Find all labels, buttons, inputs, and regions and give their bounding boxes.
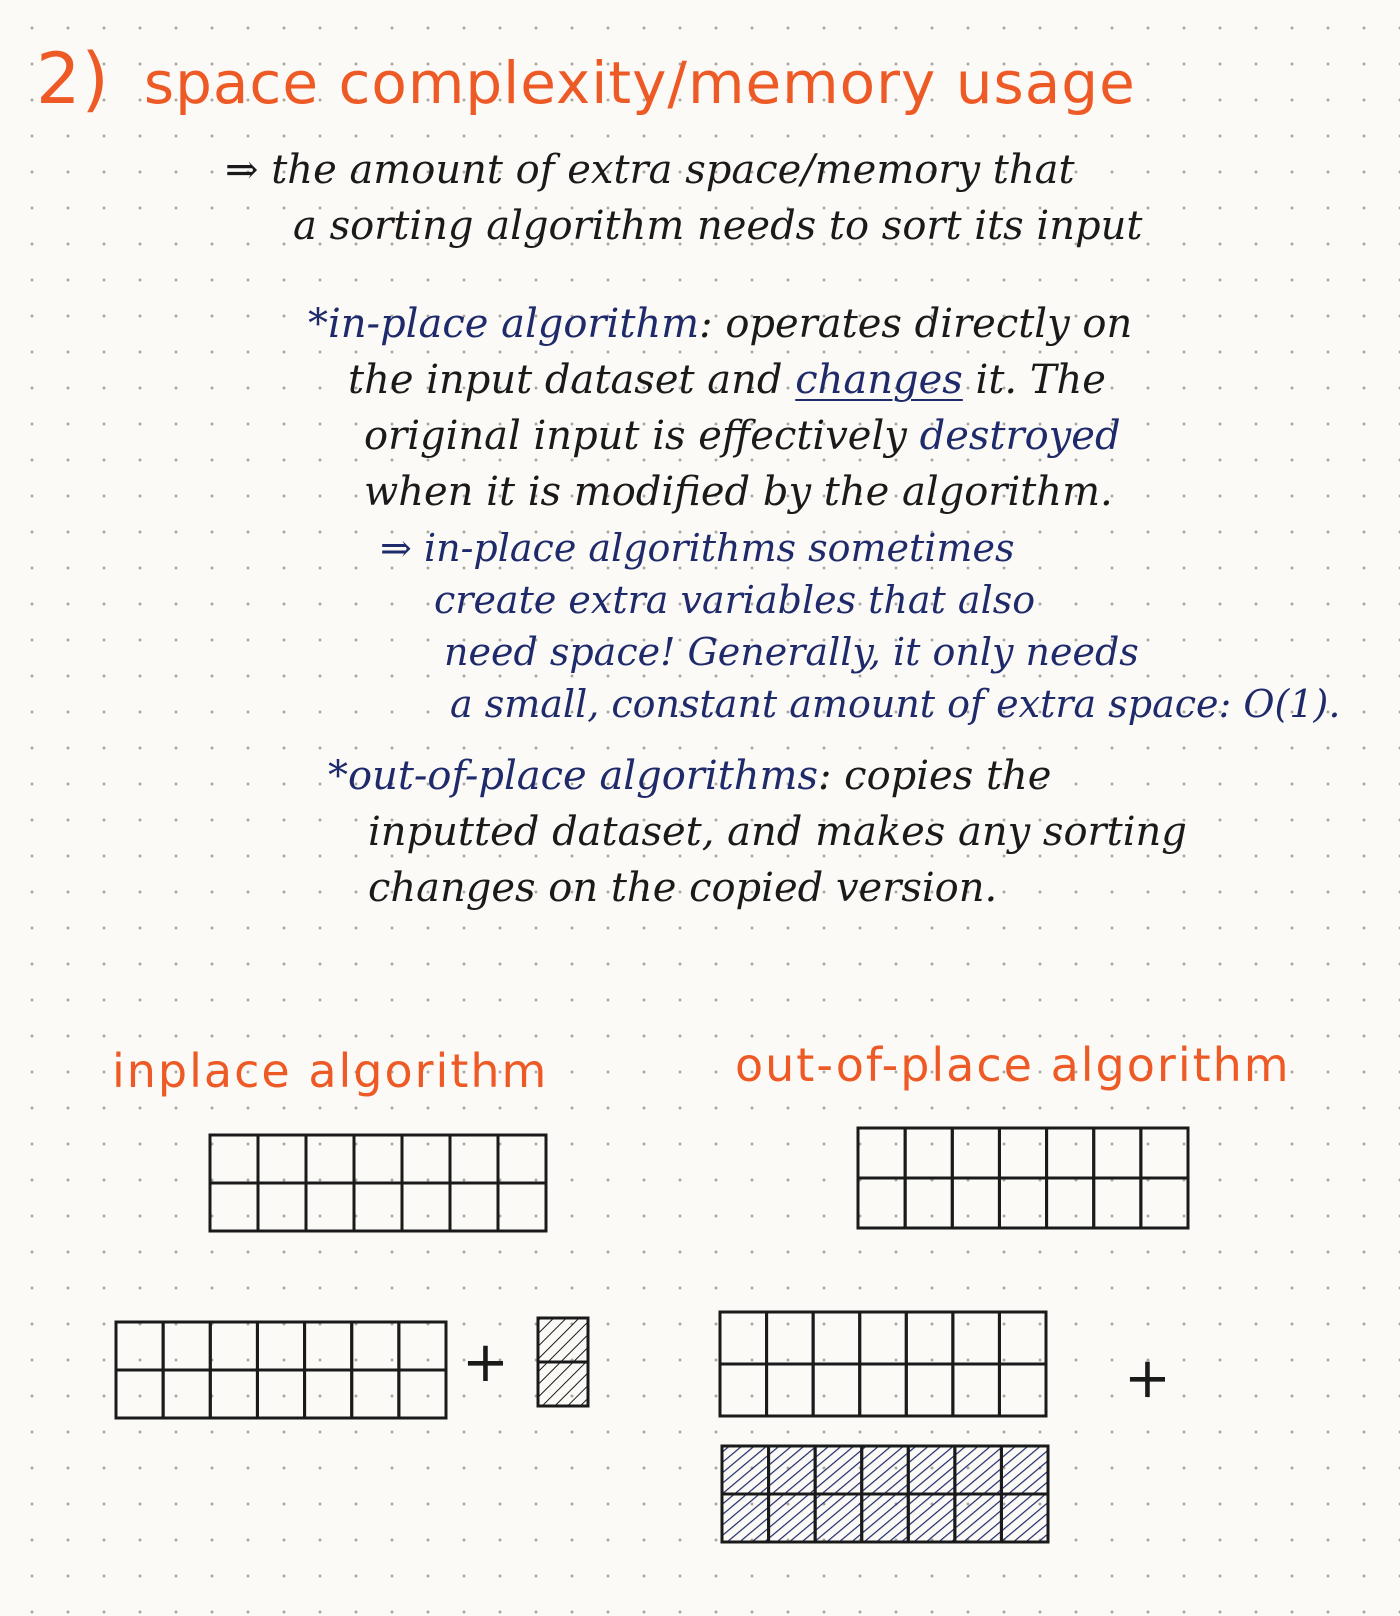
array-cell: [722, 1446, 769, 1494]
subnote-line-2: create extra variables that also: [434, 578, 1036, 622]
array-cell: [905, 1178, 952, 1228]
array-cell: [767, 1364, 814, 1416]
array-cell: [953, 1312, 1000, 1364]
array-cell: [450, 1183, 498, 1231]
array-cell: [1094, 1128, 1141, 1178]
array-cell: [999, 1312, 1046, 1364]
array-cell: [815, 1446, 862, 1494]
array-cell: [906, 1364, 953, 1416]
array-cell: [402, 1135, 450, 1183]
array-cell: [498, 1135, 546, 1183]
out-of-place-line-3: changes on the copied version.: [368, 865, 998, 911]
array-cell: [769, 1494, 816, 1542]
array-cell: [1001, 1494, 1048, 1542]
array-cell: [908, 1494, 955, 1542]
array-cell: [999, 1178, 1046, 1228]
out-of-place-term: out-of-place algorithms: [348, 753, 818, 799]
array-cell: [538, 1362, 588, 1406]
array-cell: [450, 1135, 498, 1183]
destroyed-emphasis: destroyed: [919, 413, 1121, 459]
array-cell: [862, 1494, 909, 1542]
bullet-star-icon: *: [328, 753, 348, 799]
array-cell: [354, 1135, 402, 1183]
outplace-array-bottom: [720, 1312, 1046, 1416]
array-cell: [305, 1370, 352, 1418]
array-cell: [815, 1494, 862, 1542]
subnote-line-3: need space! Generally, it only needs: [444, 630, 1139, 674]
array-cell: [210, 1322, 257, 1370]
outplace-label: out-of-place algorithm: [735, 1038, 1291, 1092]
array-cell: [999, 1364, 1046, 1416]
array-cell: [258, 1135, 306, 1183]
array-cell: [352, 1322, 399, 1370]
array-cell: [860, 1312, 907, 1364]
array-cell: [116, 1370, 163, 1418]
array-cell: [953, 1364, 1000, 1416]
in-place-term: in-place algorithm: [328, 301, 700, 347]
array-cell: [952, 1178, 999, 1228]
inplace-label: inplace algorithm: [112, 1044, 549, 1098]
array-cell: [720, 1312, 767, 1364]
section-number: 2): [36, 38, 110, 120]
section-title: space complexity/memory usage: [143, 49, 1136, 117]
in-place-line-1: *in-place algorithm: operates directly on: [308, 301, 1133, 347]
array-cell: [952, 1128, 999, 1178]
in-place-line-4: when it is modified by the algorithm.: [364, 469, 1113, 515]
array-cell: [210, 1135, 258, 1183]
subnote-line-4: a small, constant amount of extra space: O(1).: [450, 682, 1341, 726]
array-cell: [769, 1446, 816, 1494]
array-cell: [858, 1128, 905, 1178]
array-cell: [1141, 1128, 1188, 1178]
array-cell: [1001, 1446, 1048, 1494]
array-cell: [720, 1364, 767, 1416]
array-cell: [906, 1312, 953, 1364]
array-cell: [163, 1322, 210, 1370]
array-cell: [163, 1370, 210, 1418]
array-cell: [860, 1364, 907, 1416]
array-cell: [862, 1446, 909, 1494]
array-cell: [210, 1183, 258, 1231]
arrow-icon: ⇒: [225, 147, 259, 193]
array-cell: [258, 1183, 306, 1231]
array-cell: [257, 1370, 304, 1418]
array-cell: [399, 1370, 446, 1418]
out-of-place-line-1: *out-of-place algorithms: copies the: [328, 753, 1052, 799]
array-cell: [1047, 1178, 1094, 1228]
array-cell: [305, 1322, 352, 1370]
arrow-icon: ⇒: [380, 526, 412, 570]
array-cell: [257, 1322, 304, 1370]
array-cell: [538, 1318, 588, 1362]
array-cell: [354, 1183, 402, 1231]
array-cell: [908, 1446, 955, 1494]
array-cell: [210, 1370, 257, 1418]
inplace-array-bottom: [116, 1322, 446, 1418]
array-cell: [858, 1178, 905, 1228]
out-of-place-line-2: inputted dataset, and makes any sorting: [368, 809, 1187, 855]
array-cell: [722, 1494, 769, 1542]
array-cell: [399, 1322, 446, 1370]
array-cell: [955, 1494, 1002, 1542]
array-cell: [1094, 1178, 1141, 1228]
array-cell: [955, 1446, 1002, 1494]
definition-line-2: a sorting algorithm needs to sort its input: [293, 203, 1143, 249]
array-cell: [1047, 1128, 1094, 1178]
array-cell: [905, 1128, 952, 1178]
array-cell: [116, 1322, 163, 1370]
array-cell: [306, 1183, 354, 1231]
inplace-plus-sign: +: [462, 1330, 509, 1395]
subnote-line-1: ⇒ in-place algorithms sometimes: [380, 526, 1015, 570]
array-cell: [813, 1312, 860, 1364]
inplace-array-top: [210, 1135, 546, 1231]
array-cell: [306, 1135, 354, 1183]
in-place-line-2: the input dataset and changes it. The: [348, 357, 1106, 403]
changes-emphasis: changes: [795, 357, 963, 403]
array-cell: [1141, 1178, 1188, 1228]
outplace-array-top: [858, 1128, 1188, 1228]
bullet-star-icon: *: [308, 301, 328, 347]
array-cell: [999, 1128, 1046, 1178]
array-cell: [813, 1364, 860, 1416]
in-place-line-3: original input is effectively destroyed: [364, 413, 1121, 459]
definition-line-1: ⇒ the amount of extra space/memory that: [225, 147, 1075, 193]
array-cell: [767, 1312, 814, 1364]
array-cell: [402, 1183, 450, 1231]
inplace-extra-variables: [538, 1318, 588, 1406]
array-cell: [498, 1183, 546, 1231]
outplace-copied-array: [722, 1446, 1048, 1542]
outplace-plus-sign: +: [1124, 1346, 1171, 1411]
array-cell: [352, 1370, 399, 1418]
